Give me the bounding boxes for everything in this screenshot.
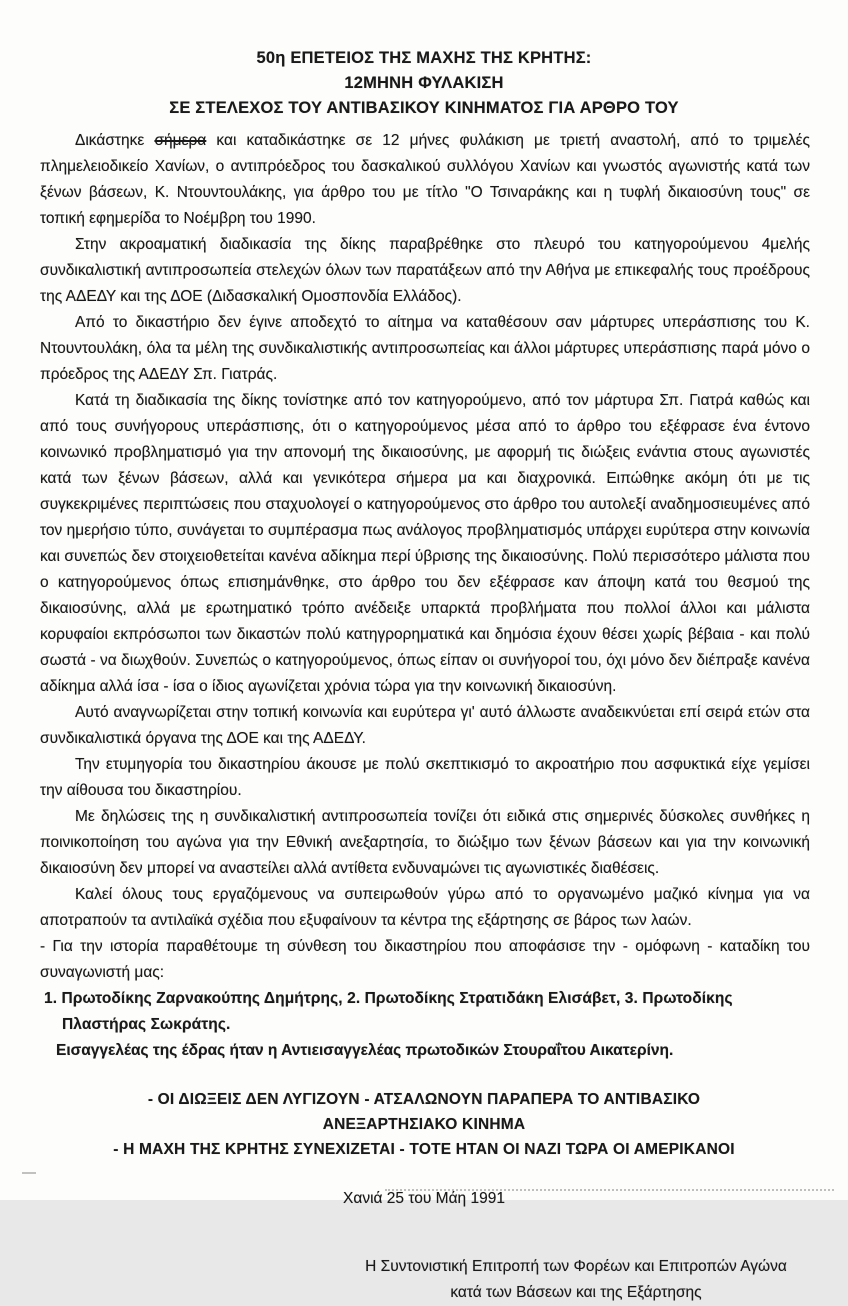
slogan-line: - Η ΜΑΧΗ ΤΗΣ ΚΡΗΤΗΣ ΣΥΝΕΧΙΖΕΤΑΙ - ΤΟΤΕ ΗΤΑΝ ΟΙ ΝΑΖΙ ΤΩΡΑ ΟΙ ΑΜΕΡΙΚΑΝΟΙ: [113, 1141, 735, 1158]
paragraph: [40, 310, 810, 388]
slogan-block: [0, 1087, 848, 1162]
text-segment: 1. Πρωτοδίκης Ζαρνακούπης Δημήτρης, 2. Πρωτοδίκης Στρατιδάκη Ελισάβετ, 3. Πρωτοδίκης Πλαστήρας Σωκράτης.: [44, 990, 733, 1033]
text-segment: Από το δικαστήριο δεν έγινε αποδεχτό το αίτημα να καταθέσουν σαν μάρτυρες υπεράσπισης του Κ. Ντουντουλάκη, όλα τα μέλη της συνδικαλιστικής αντιπροσωπείας και άλλοι μάρτυρες υπεράσπισης παρά μόνο ο πρόεδρος της ΑΔΕΔΥ Σπ. Γιατράς.: [40, 314, 810, 383]
paragraph: [40, 232, 810, 310]
scan-artifact-speck: [22, 1172, 36, 1174]
paragraph: [40, 986, 810, 1038]
paragraph: [40, 700, 810, 752]
title-line: ΣΕ ΣΤΕΛΕΧΟΣ ΤΟΥ ΑΝΤΙΒΑΣΙΚΟΥ ΚΙΝΗΜΑΤΟΣ ΓΙΑ ΑΡΘΡΟ ΤΟΥ: [169, 99, 679, 117]
paragraph: [40, 388, 810, 700]
document-body: [40, 128, 810, 1064]
paragraph: [40, 128, 810, 232]
slogan-line: - ΟΙ ΔΙΩΞΕΙΣ ΔΕΝ ΛΥΓΙΖΟΥΝ - ΑΤΣΑΛΩΝΟΥΝ ΠΑΡΑΠΕΡΑ ΤΟ ΑΝΤΙΒΑΣΙΚΟ: [147, 1091, 701, 1108]
slogan-line: ΑΝΕΞΑΡΤΗΣΙΑΚΟ ΚΙΝΗΜΑ: [322, 1116, 526, 1133]
struck-word: σήμερα: [154, 132, 207, 149]
paragraph: [40, 804, 810, 882]
text-segment: - Για την ιστορία παραθέτουμε τη σύνθεση του δικαστηρίου που αποφάσισε την - ομόφωνη - καταδίκη του συναγωνιστή μας:: [40, 938, 810, 981]
text-segment: Δικάστηκε: [75, 132, 155, 149]
paragraph: [40, 882, 810, 934]
title-line: 12ΜΗΝΗ ΦΥΛΑΚΙΣΗ: [344, 74, 504, 92]
signature-line: κατά των Βάσεων και της Εξάρτησης: [450, 1284, 702, 1301]
dateline: Χανιά 25 του Μάη 1991: [343, 1190, 505, 1207]
paragraph: [40, 752, 810, 804]
text-segment: Την ετυμηγορία του δικαστηρίου άκουσε με πολύ σκεπτικισμό το ακροατήριο που ασφυκτικά είχε γεμίσει την αίθουσα του δικαστηρίου.: [40, 756, 810, 799]
text-segment: και καταδικάστηκε σε 12 μήνες φυλάκιση με τριετή αναστολή, από το τριμελές πλημελειοδικείο Χανίων, ο αντιπρόεδρος του δασκαλικού συλλόγου Χανίων και γνωστός αγωνιστής κατά των ξένων βάσεων, Κ. Ντουντουλάκης, για άρθρο του με τίτλο "Ο Τσιναράκης και η τυφλή δικαιοσύνη τους" σε τοπική εφημερίδα το Νοέμβρη του 1990.: [40, 132, 810, 227]
signature-block: [356, 1254, 796, 1306]
signature-line: Η Συντονιστική Επιτροπή των Φορέων και Επιτροπών Αγώνα: [365, 1258, 787, 1275]
document-title: [0, 0, 848, 121]
paragraph: [40, 1038, 810, 1064]
text-segment: Εισαγγελέας της έδρας ήταν η Αντιεισαγγελέας πρωτοδικών Στουραΐτου Αικατερίνη.: [56, 1042, 674, 1059]
text-segment: Στην ακροαματική διαδικασία της δίκης παραβρέθηκε στο πλευρό του κατηγορούμενου 4μελής συνδικαλιστική αντιπροσωπεία στελεχών όλων των παρατάξεων από την Αθήνα με επικεφαλής τους προέδρους της ΑΔΕΔΥ και της ΔΟΕ (Διδασκαλική Ομοσπονδία Ελλάδος).: [40, 236, 810, 305]
paragraph: [40, 934, 810, 986]
text-segment: Αυτό αναγνωρίζεται στην τοπική κοινωνία και ευρύτερα γι' αυτό άλλωστε αναδεικνύεται επί σειρά ετών στα συνδικαλιστικά όργανα της ΔΟΕ και της ΑΔΕΔΥ.: [40, 704, 810, 747]
text-segment: Κατά τη διαδικασία της δίκης τονίστηκε από τον κατηγορούμενο, από τον μάρτυρα Σπ. Γιατρά καθώς και από τους συνήγορους υπεράσπισης, ότι ο κατηγορούμενος μέσα από το άρθρο του εξέφρασε ένα έντονο κοινωνικό προβληματισμό για την απονομή της δικαιοσύνης, με αφορμή τις διώξεις ενάντια στους αγωνιστές κατά των ξένων βάσεων, αλλά και γενικότερα σήμερα μα και διαχρονικά. Ειπώθηκε ακόμη ότι με τις συγκεκριμένες περιπτώσεις που σταχυολογεί ο κατηγορούμενος στο άρθρο του αυτολεξί αναδημοσιευμένες από τον ημερήσιο τύπο, συνάγεται το συμπέρασμα πως ανάλογος προβληματισμός υπάρχει ευρύτερα στην κοινωνία και συνεπώς δεν στοιχειοθετείται κανένα αδίκημα περί ύβρισης της δικαιοσύνης. Πολύ περισσότερο μάλιστα που ο κατηγορούμενος όπως επισημάνθηκε, στο άρθρο του δεν εξέφρασε καν άποψη κατά του θεσμού της δικαιοσύνης, αλλά με ερωτηματικό τρόπο ανέδειξε υπαρκτά προβλήματα που πολλοί άλλοι και μάλιστα κορυφαίοι εκπρόσωποι των δικαστών πολύ κατηγρορηματικά και δημόσια έχουν θέσει χωρίς βέβαια - και πολύ σωστά - να διωχθούν. Συνεπώς ο κατηγορούμενος, όπως είπαν οι συνήγοροί του, όχι μόνο δεν διέπραξε κανένα αδίκημα αλλά ίσα - ίσα ο ίδιος αγωνίζεται χρόνια τώρα για την κοινωνική δικαιοσύνη.: [40, 392, 810, 695]
scan-artifact-dotted-line: [385, 1189, 834, 1191]
text-segment: Καλεί όλους τους εργαζόμενους να συπειρωθούν γύρω από το οργανωμένο μαζικό κίνημα για να αποτραπούν τα αντιλαϊκά σχέδια που εξυφαίνουν τα κέντρα της εξάρτησης σε βάρος των λαών.: [40, 886, 810, 929]
title-line: 50η ΕΠΕΤΕΙΟΣ ΤΗΣ ΜΑΧΗΣ ΤΗΣ ΚΡΗΤΗΣ:: [256, 49, 592, 67]
text-segment: Με δηλώσεις της η συνδικαλιστική αντιπροσωπεία τονίζει ότι ειδικά στις σημερινές δύσκολες συνθήκες η ποινικοποίηση του αγώνα για την Εθνική ανεξαρτησία, το διώξιμο των ξένων βάσεων και για την κοινωνική δικαιοσύνη δεν μπορεί να αναστείλει αλλά αντίθετα ενδυναμώνει τις αγωνιστικές διαθέσεις.: [40, 808, 810, 877]
